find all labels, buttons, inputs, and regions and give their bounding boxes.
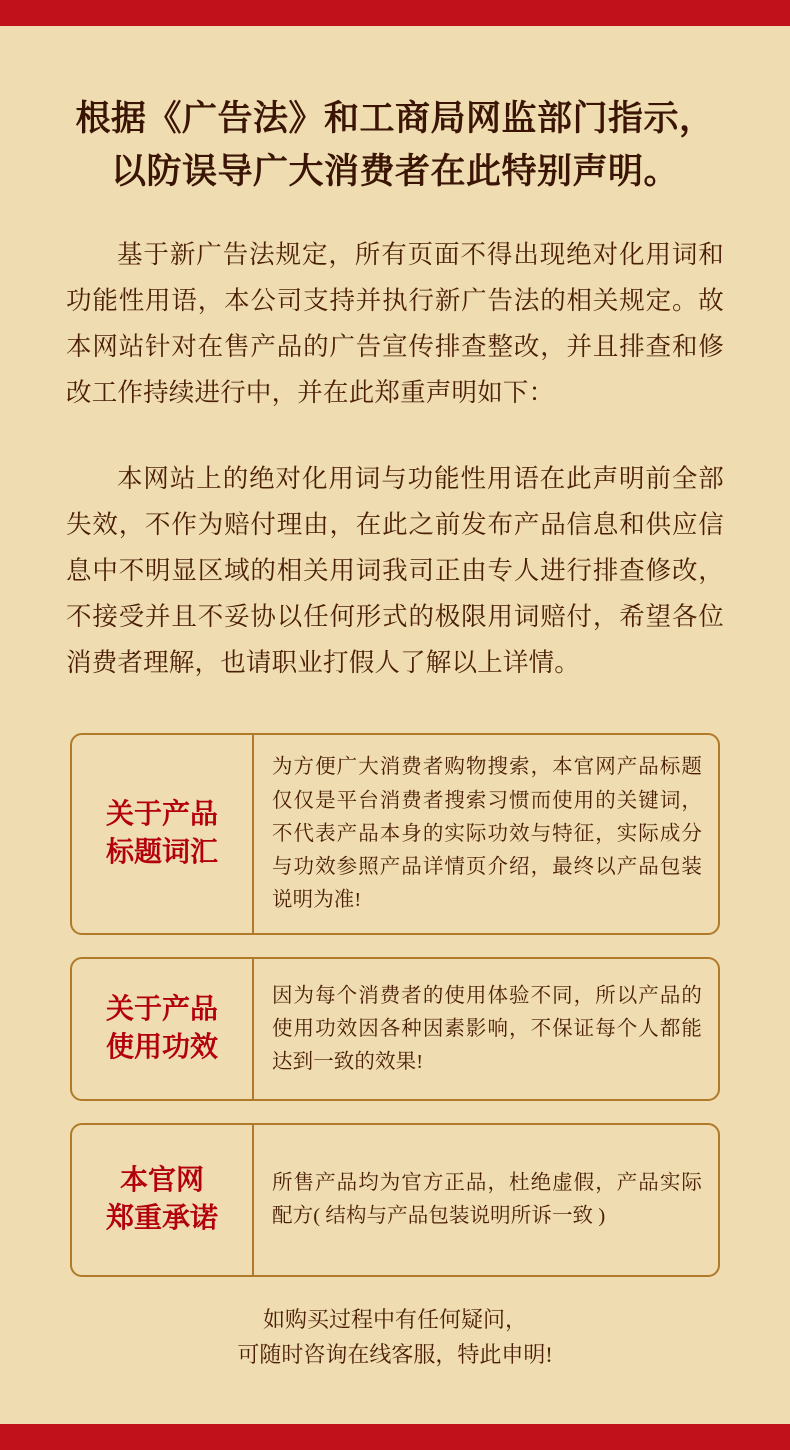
statement-paragraph-1: 基于新广告法规定，所有页面不得出现绝对化用词和功能性用语，本公司支持并执行新广告法的相关规定。故本网站针对在售产品的广告宣传排查整改，并且排查和修改工作持续进行中，并在此郑重声明如下：	[66, 240, 724, 408]
card-3-tag-line-2: 郑重承诺	[105, 1203, 218, 1235]
card-1-tag-line-2: 标题词汇	[105, 837, 218, 869]
page-title-line-1: 根据《广告法》和工商局网监部门指示，	[75, 99, 715, 138]
statement-card-list	[70, 733, 720, 1277]
card-1-tag	[72, 735, 254, 933]
footer-note	[60, 1303, 730, 1371]
card-1-description: 为方便广大消费者购物搜索，本官网产品标题仅仅是平台消费者搜索习惯而使用的关键词，不代表产品本身的实际功效与特征，实际成分与功效参照产品详情页介绍，最终以产品包装说明为准!	[272, 756, 702, 912]
card-1-tag-line-1: 关于产品	[105, 798, 218, 830]
card-3-tag	[72, 1125, 254, 1275]
card-2-tag-line-2: 使用功效	[105, 1032, 218, 1064]
card-official-promise	[70, 1123, 720, 1277]
footer-line-1: 如购买过程中有任何疑问，	[262, 1307, 527, 1333]
card-3-description: 所售产品均为官方正品，杜绝虚假，产品实际配方( 结构与产品包装说明所诉一致 )	[272, 1172, 702, 1228]
footer-line-2: 可随时咨询在线客服，特此申明!	[237, 1341, 553, 1367]
card-2-tag	[72, 959, 254, 1099]
page-title-line-2: 以防误导广大消费者在此特别声明。	[110, 152, 679, 192]
card-product-efficacy	[70, 957, 720, 1101]
card-2-tag-line-1: 关于产品	[105, 993, 218, 1025]
announcement-panel	[0, 26, 790, 1424]
card-2-description: 因为每个消费者的使用体验不同，所以产品的使用功效因各种因素影响，不保证每个人都能达到一致的效果!	[272, 984, 702, 1073]
card-product-title-wording	[70, 733, 720, 935]
card-3-tag-line-1: 本官网	[119, 1164, 204, 1196]
page-title	[60, 92, 730, 198]
statement-paragraph-2: 本网站上的绝对化用词与功能性用语在此声明前全部失效，不作为赔付理由，在此之前发布产品信息和供应信息中不明显区域的相关用词我司正由专人进行排查修改，不接受并且不妥协以任何形式的极限用词赔付，希望各位消费者理解，也请职业打假人了解以上详情。	[66, 463, 724, 677]
